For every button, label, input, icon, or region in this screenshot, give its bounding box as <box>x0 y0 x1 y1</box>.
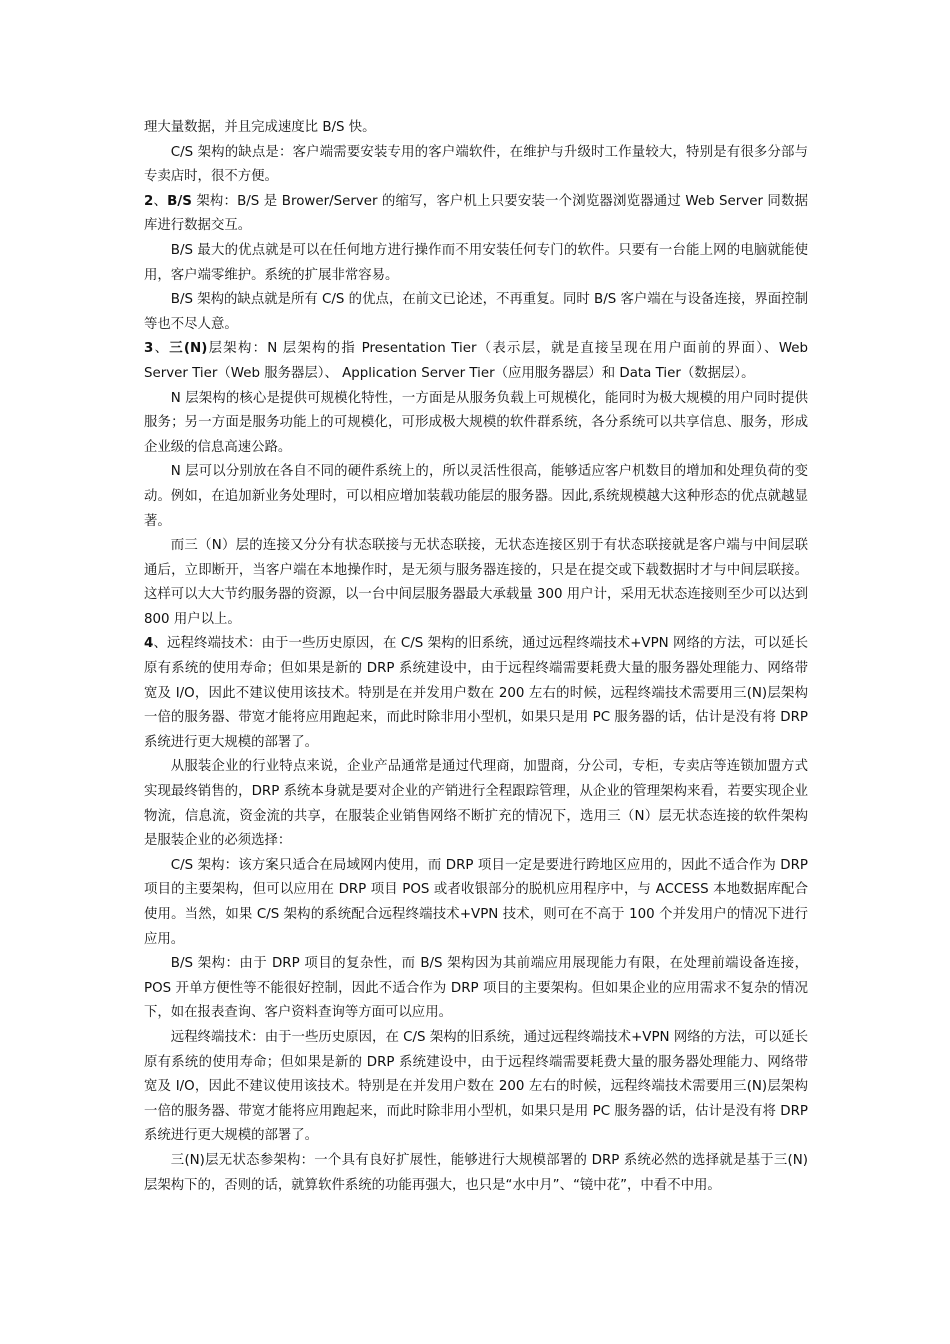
paragraph-7: N 层可以分别放在各自不同的硬件系统上的，所以灵活性很高，能够适应客户机数目的增加和处理负荷的变动。例如，在追加新业务处理时，可以相应增加装载功能层的服务器。因此,系统规模越大这种形态的优点就越显著。 <box>144 464 808 529</box>
section-lead: 三(N) <box>169 341 208 357</box>
section-heading-4: 4、远程终端技术：由于一些历史原因，在 C/S 架构的旧系统，通过远程终端技术+VPN 网络的方法，可以延长原有系统的使用寿命；但如果是新的 DRP 系统建设中，由于远程终端需要耗费大量的服务器处理能力、网络带宽及 I/O，因此不建议使用该技术。特别是在并发用户数在 200 左右的时候，远程终端技术需要用三(N)层架构一倍的服务器、带宽才能将应用跑起来，而此时除非用小型机，如果只是用 PC 服务器的话，估计是没有将 DRP 系统进行更大规模的部署了。 <box>144 636 808 750</box>
paragraph-0: 理大量数据，并且完成速度比 B/S 快。 <box>144 120 376 135</box>
paragraph-8: 而三（N）层的连接又分分有状态联接与无状态联接，无状态连接区别于有状态联接就是客户端与中间层联通后，立即断开，当客户端在本地操作时，是无须与服务器连接的，只是在提交或下载数据时才与中间层联接。这样可以大大节约服务器的资源，以一台中间层服务器最大承载量 300 用户计，采用无状态连接则至少可以达到 800 用户以上。 <box>144 538 808 627</box>
section-text: 架构：B/S 是 Brower/Server 的缩写，客户机上只要安装一个浏览器浏览器通过 Web Server 同数据库进行数据交互。 <box>144 193 808 234</box>
paragraph-12: B/S 架构：由于 DRP 项目的复杂性，而 B/S 架构因为其前端应用展现能力有限，在处理前端设备连接，POS 开单方便性等不能很好控制，因此不适合作为 DRP 项目的主要架构。但如果企业的应用需求不复杂的情况下，如在报表查询、客户资料查询等方面可以应用。 <box>144 956 808 1021</box>
document-body <box>144 116 808 1198</box>
section-number: 3 <box>144 341 154 357</box>
paragraph-13: 远程终端技术：由于一些历史原因，在 C/S 架构的旧系统，通过远程终端技术+VPN 网络的方法，可以延长原有系统的使用寿命；但如果是新的 DRP 系统建设中，由于远程终端需要耗费大量的服务器处理能力、网络带宽及 I/O，因此不建议使用该技术。特别是在并发用户数在 200 左右的时候，远程终端技术需要用三(N)层架构一倍的服务器、带宽才能将应用跑起来，而此时除非用小型机，如果只是用 PC 服务器的话，估计是没有将 DRP 系统进行更大规模的部署了。 <box>144 1029 808 1144</box>
paragraph-1: C/S 架构的缺点是：客户端需要安装专用的客户端软件，在维护与升级时工作量较大，特别是有很多分部与专卖店时，很不方便。 <box>144 144 808 185</box>
section-number: 4 <box>144 636 154 652</box>
section-text: 层架构：N 层架构的指 Presentation Tier（表示层，就是直接呈现在用户面前的界面）、Web Server Tier（Web 服务器层）、 Application Server Tier（应用服务器层）和 Data Tier（数据层）。 <box>144 341 809 381</box>
paragraph-11: C/S 架构：该方案只适合在局域网内使用，而 DRP 项目一定是要进行跨地区应用的，因此不适合作为 DRP 项目的主要架构，但可以应用在 DRP 项目 POS 或者收银部分的脱机应用程序中，与 ACCESS 本地数据库配合使用。当然，如果 C/S 架构的系统配合远程终端技术+VPN 技术，则可在不高于 100 个并发用户的情况下进行应用。 <box>144 857 808 947</box>
section-text: 远程终端技术：由于一些历史原因，在 C/S 架构的旧系统，通过远程终端技术+VPN 网络的方法，可以延长原有系统的使用寿命；但如果是新的 DRP 系统建设中，由于远程终端需要耗费大量的服务器处理能力、网络带宽及 I/O，因此不建议使用该技术。特别是在并发用户数在 200 左右的时候，远程终端技术需要用三(N)层架构一倍的服务器、带宽才能将应用跑起来，而此时除非用小型机，如果只是用 PC 服务器的话，估计是没有将 DRP 系统进行更大规模的部署了。 <box>144 636 808 750</box>
section-heading-2: 2、B/S 架构：B/S 是 Brower/Server 的缩写，客户机上只要安装一个浏览器浏览器通过 Web Server 同数据库进行数据交互。 <box>144 193 808 234</box>
paragraph-6: N 层架构的核心是提供可规模化特性，一方面是从服务负载上可规模化，能同时为极大规模的用户同时提供服务；另一方面是服务功能上的可规模化，可形成极大规模的软件群系统，各分系统可以共享信息、服务，形成企业级的信息高速公路。 <box>144 390 808 455</box>
paragraph-10: 从服装企业的行业特点来说，企业产品通常是通过代理商，加盟商，分公司，专柜，专卖店等连锁加盟方式实现最终销售的，DRP 系统本身就是要对企业的产销进行全程跟踪管理，从企业的管理架构来看，若要实现企业物流，信息流，资金流的共享，在服装企业销售网络不断扩充的情况下，选用三（N）层无状态连接的软件架构是服装企业的必须选择： <box>144 759 808 849</box>
paragraph-3: B/S 最大的优点就是可以在任何地方进行操作而不用安装任何专门的软件。只要有一台能上网的电脑就能使用，客户端零维护。系统的扩展非常容易。 <box>144 242 808 283</box>
paragraph-14: 三(N)层无状态参架构：一个具有良好扩展性，能够进行大规模部署的 DRP 系统必然的选择就是基于三(N)层架构下的，否则的话，就算软件系统的功能再强大，也只是“水中月”、“镜中花”，中看不中用。 <box>144 1152 808 1193</box>
section-number: 2 <box>144 193 154 209</box>
section-lead: B/S <box>167 193 192 209</box>
paragraph-4: B/S 架构的缺点就是所有 C/S 的优点，在前文已论述，不再重复。同时 B/S 客户端在与设备连接，界面控制等也不尽人意。 <box>144 292 808 332</box>
section-heading-3: 3、三(N)层架构：N 层架构的指 Presentation Tier（表示层，就是直接呈现在用户面前的界面）、Web Server Tier（Web 服务器层）、 Application Server Tier（应用服务器层）和 Data Tier（数据层）。 <box>144 341 809 381</box>
